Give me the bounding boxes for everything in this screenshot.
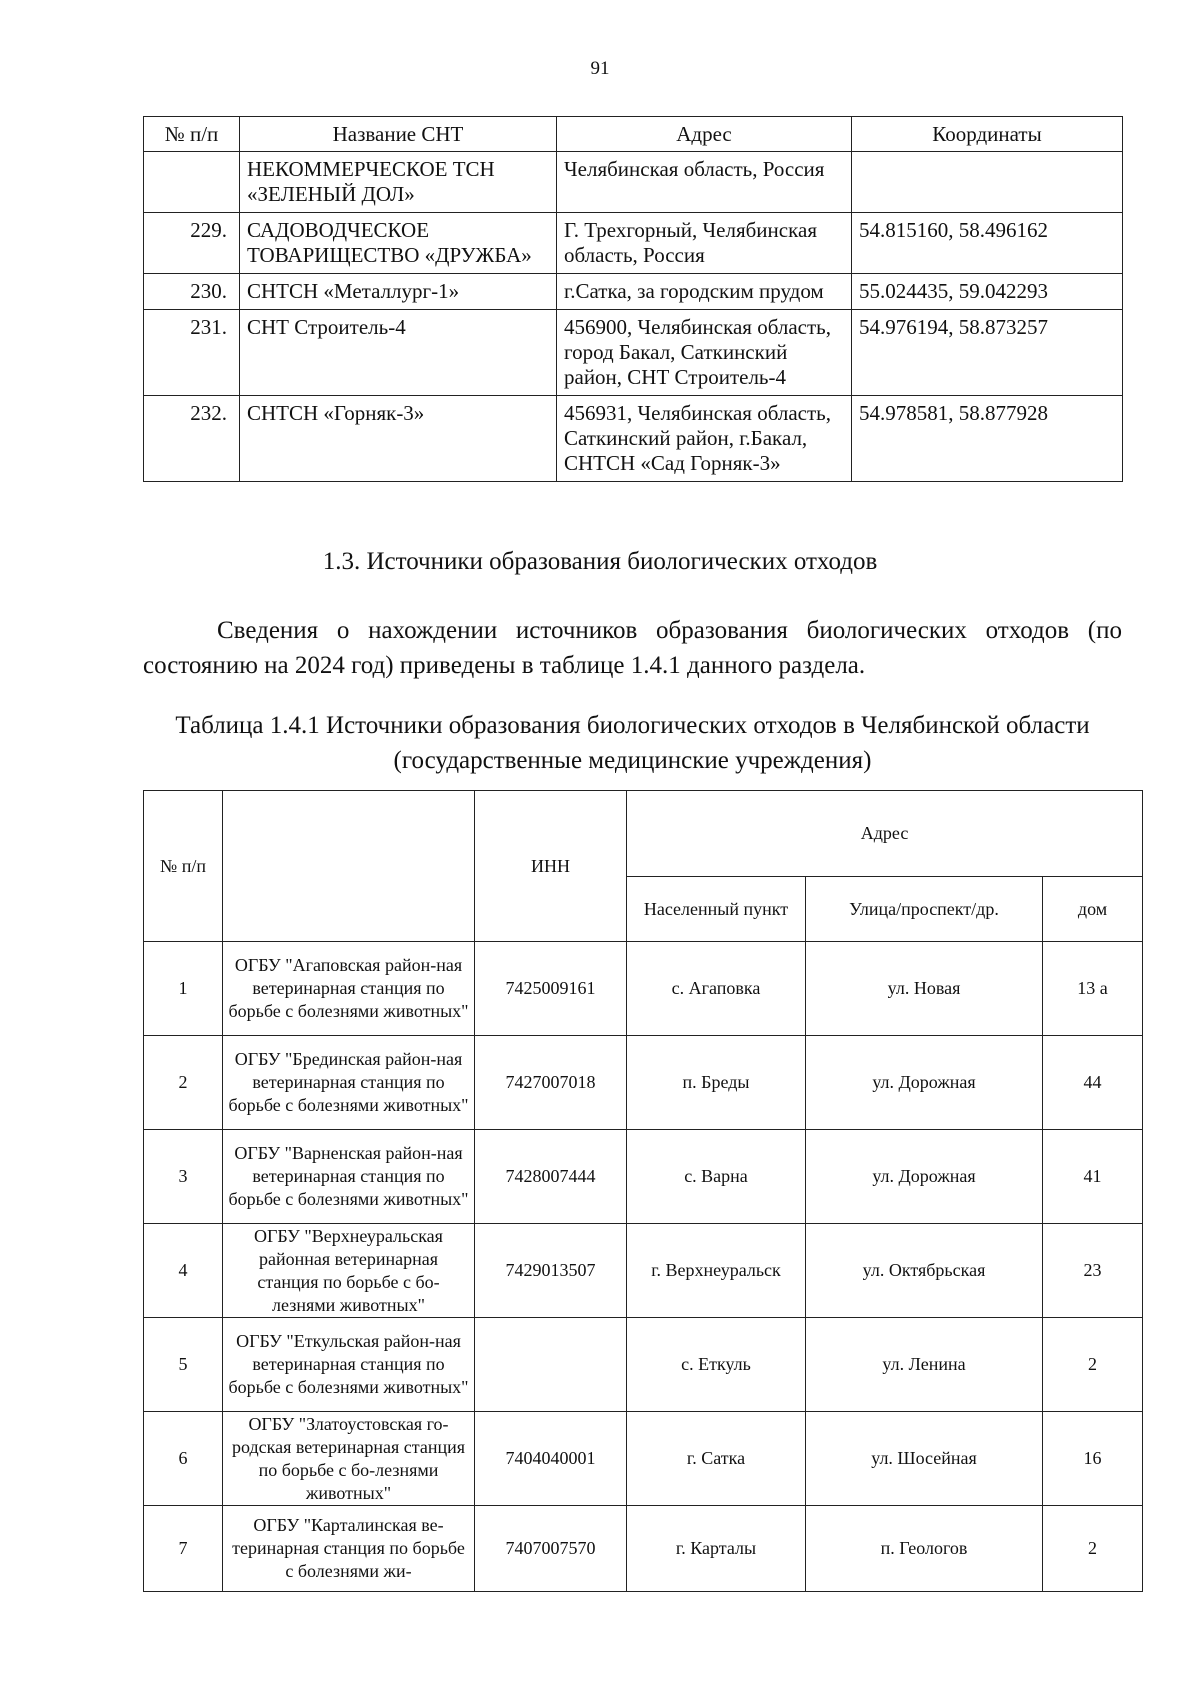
row-num: 3 — [144, 1130, 223, 1224]
row-settlement: г. Верхнеуральск — [627, 1224, 806, 1318]
row-inn: 7427007018 — [475, 1036, 627, 1130]
row-name: ОГБУ "Агаповская район-ная ветеринарная станция по борьбе с болезнями животных" — [223, 942, 475, 1036]
row-settlement: с. Варна — [627, 1130, 806, 1224]
row-num: 7 — [144, 1506, 223, 1592]
table-caption: Таблица 1.4.1 Источники образования биологических отходов в Челябинской области (государственные медицинские учреждения) — [175, 712, 1090, 774]
row-num: 229. — [144, 213, 240, 274]
header-street: Улица/проспект/др. — [806, 877, 1043, 942]
row-address: 456931, Челябинская область, Саткинский район, г.Бакал, СНТСН «Сад Горняк-3» — [557, 396, 852, 482]
row-name: ОГБУ "Еткульская район-ная ветеринарная станция по борьбе с болезнями животных" — [223, 1318, 475, 1412]
table-row — [144, 213, 1123, 274]
snt-table — [143, 116, 1123, 482]
row-num: 230. — [144, 274, 240, 310]
bio-waste-sources-table — [143, 790, 1143, 1592]
row-street: ул. Шосейная — [806, 1412, 1043, 1506]
row-name: ОГБУ "Верхнеуральская районная ветеринарная станция по борьбе с бо-лезнями животных" — [223, 1224, 475, 1318]
row-inn: 7404040001 — [475, 1412, 627, 1506]
row-num: 6 — [144, 1412, 223, 1506]
header-num: № п/п — [144, 117, 240, 152]
row-house: 23 — [1043, 1224, 1143, 1318]
row-num: 5 — [144, 1318, 223, 1412]
header-coords: Координаты — [852, 117, 1123, 152]
row-street: ул. Ленина — [806, 1318, 1043, 1412]
header-house: дом — [1043, 877, 1143, 942]
table-row — [144, 942, 1143, 1036]
body-paragraph: Сведения о нахождении источников образования биологических отходов (по состоянию на 2024 год) приведены в таблице 1.4.1 данного раздела. — [143, 617, 1122, 679]
table-row — [144, 1224, 1143, 1318]
header-settlement: Населенный пункт — [627, 877, 806, 942]
table-row — [144, 310, 1123, 396]
row-name: ОГБУ "Карталинская ве-теринарная станция по борьбе с болезнями жи- — [223, 1506, 475, 1592]
page-number: 91 — [590, 58, 610, 79]
row-num: 4 — [144, 1224, 223, 1318]
row-inn: 7425009161 — [475, 942, 627, 1036]
row-settlement: с. Агаповка — [627, 942, 806, 1036]
row-settlement: г. Карталы — [627, 1506, 806, 1592]
row-coords: 55.024435, 59.042293 — [852, 274, 1123, 310]
header-address: Адрес — [627, 791, 1143, 877]
table-row — [144, 1036, 1143, 1130]
row-settlement: п. Бреды — [627, 1036, 806, 1130]
row-inn: 7429013507 — [475, 1224, 627, 1318]
row-coords: 54.978581, 58.877928 — [852, 396, 1123, 482]
table-row — [144, 396, 1123, 482]
snt-table-header — [144, 117, 1123, 152]
row-house: 44 — [1043, 1036, 1143, 1130]
row-name: НЕКОММЕРЧЕСКОЕ ТСН «ЗЕЛЕНЫЙ ДОЛ» — [240, 152, 557, 213]
row-name: ОГБУ "Варненская район-ная ветеринарная станция по борьбе с болезнями животных" — [223, 1130, 475, 1224]
row-inn — [475, 1318, 627, 1412]
row-coords — [852, 152, 1123, 213]
row-name: ОГБУ "Златоустовская го-родская ветеринарная станция по борьбе с бо-лезнями животных" — [223, 1412, 475, 1506]
row-street: ул. Октябрьская — [806, 1224, 1043, 1318]
row-num: 232. — [144, 396, 240, 482]
table-row — [144, 1412, 1143, 1506]
row-coords: 54.815160, 58.496162 — [852, 213, 1123, 274]
row-address: Челябинская область, Россия — [557, 152, 852, 213]
row-house: 13 а — [1043, 942, 1143, 1036]
row-house: 16 — [1043, 1412, 1143, 1506]
header-num: № п/п — [144, 791, 223, 942]
row-street: п. Геологов — [806, 1506, 1043, 1592]
header-address: Адрес — [557, 117, 852, 152]
table-row — [144, 1506, 1143, 1592]
row-name: СНТ Строитель-4 — [240, 310, 557, 396]
table-row — [144, 152, 1123, 213]
row-name: САДОВОДЧЕСКОЕ ТОВАРИЩЕСТВО «ДРУЖБА» — [240, 213, 557, 274]
row-house: 2 — [1043, 1318, 1143, 1412]
row-name: ОГБУ "Брединская район-ная ветеринарная станция по борьбе с болезнями животных" — [223, 1036, 475, 1130]
table-row — [144, 1318, 1143, 1412]
row-house: 41 — [1043, 1130, 1143, 1224]
header-name — [223, 791, 475, 942]
row-inn: 7428007444 — [475, 1130, 627, 1224]
row-street: ул. Новая — [806, 942, 1043, 1036]
row-num: 231. — [144, 310, 240, 396]
row-house: 2 — [1043, 1506, 1143, 1592]
section-title: 1.3. Источники образования биологических отходов — [322, 548, 878, 575]
row-address: г.Сатка, за городским прудом — [557, 274, 852, 310]
row-inn: 7407007570 — [475, 1506, 627, 1592]
table-row — [144, 274, 1123, 310]
row-settlement: с. Еткуль — [627, 1318, 806, 1412]
row-name: СНТСН «Горняк-3» — [240, 396, 557, 482]
row-settlement: г. Сатка — [627, 1412, 806, 1506]
row-num — [144, 152, 240, 213]
row-num: 1 — [144, 942, 223, 1036]
row-coords: 54.976194, 58.873257 — [852, 310, 1123, 396]
header-inn: ИНН — [475, 791, 627, 942]
row-address: Г. Трехгорный, Челябинская область, Россия — [557, 213, 852, 274]
table-row — [144, 1130, 1143, 1224]
row-name: СНТСН «Металлург-1» — [240, 274, 557, 310]
row-street: ул. Дорожная — [806, 1130, 1043, 1224]
table2-header-top — [144, 791, 1143, 877]
row-street: ул. Дорожная — [806, 1036, 1043, 1130]
header-name: Название СНТ — [240, 117, 557, 152]
row-num: 2 — [144, 1036, 223, 1130]
row-address: 456900, Челябинская область, город Бакал, Саткинский район, СНТ Строитель-4 — [557, 310, 852, 396]
